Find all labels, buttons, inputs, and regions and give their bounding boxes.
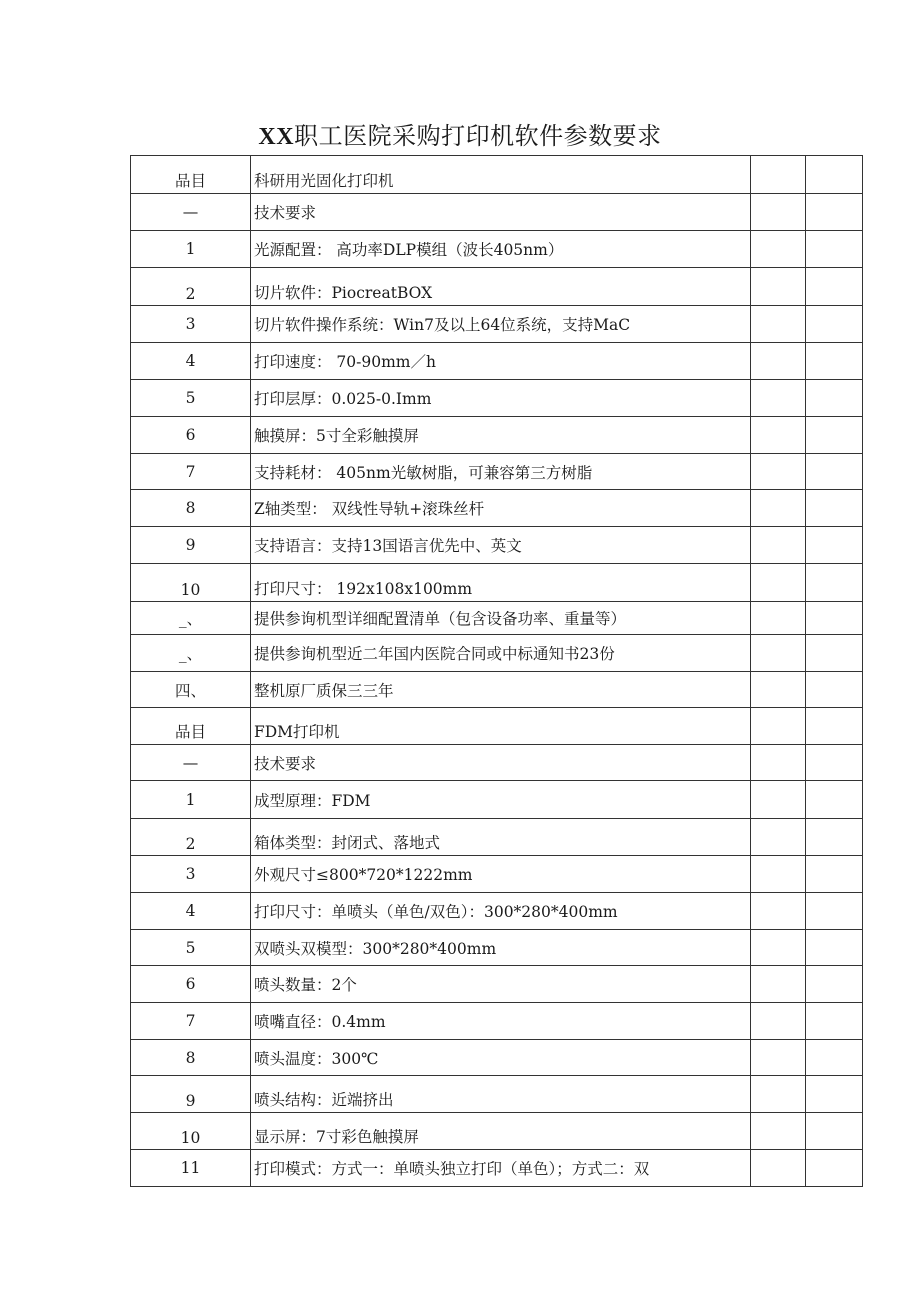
table-row xyxy=(131,564,863,602)
item-number: 5 xyxy=(131,930,251,966)
item-text: FDM打印机 xyxy=(251,708,751,745)
table-row xyxy=(131,856,863,893)
item-text: 技术要求 xyxy=(251,745,751,781)
item-text: 外观尺寸≤800*720*1222mm xyxy=(251,856,751,893)
item-text: 科研用光固化打印机 xyxy=(251,156,751,194)
item-number: 9 xyxy=(131,527,251,564)
table-row xyxy=(131,1040,863,1076)
item-number: 7 xyxy=(131,1003,251,1040)
empty-cell xyxy=(751,564,806,602)
empty-cell xyxy=(751,194,806,231)
empty-cell xyxy=(806,930,863,966)
empty-cell xyxy=(806,602,863,635)
title-rest: 职工医院采购打印机软件参数要求 xyxy=(294,122,662,150)
item-number: 1 xyxy=(131,231,251,268)
item-text: 打印尺寸： 192x108x100mm xyxy=(251,564,751,602)
empty-cell xyxy=(751,343,806,380)
item-number: — xyxy=(131,194,251,231)
empty-cell xyxy=(806,417,863,454)
item-number: 3 xyxy=(131,306,251,343)
empty-cell xyxy=(751,1040,806,1076)
title-prefix: XX xyxy=(258,124,295,150)
table-row xyxy=(131,745,863,781)
table-row xyxy=(131,672,863,708)
item-number: 6 xyxy=(131,417,251,454)
item-text: 支持语言：支持13国语言优先中、英文 xyxy=(251,527,751,564)
item-text: 箱体类型：封闭式、落地式 xyxy=(251,819,751,856)
empty-cell xyxy=(806,1076,863,1113)
item-text: 喷头数量：2个 xyxy=(251,966,751,1003)
empty-cell xyxy=(751,1150,806,1187)
table-row xyxy=(131,893,863,930)
empty-cell xyxy=(806,781,863,819)
item-text: 切片软件操作系统：Win7及以上64位系统，支持MaC xyxy=(251,306,751,343)
empty-cell xyxy=(806,966,863,1003)
empty-cell xyxy=(806,156,863,194)
table-row xyxy=(131,966,863,1003)
item-number: 四、 xyxy=(131,672,251,708)
empty-cell xyxy=(751,856,806,893)
item-number: — xyxy=(131,745,251,781)
table-row xyxy=(131,1003,863,1040)
table-row xyxy=(131,930,863,966)
empty-cell xyxy=(806,856,863,893)
table-row xyxy=(131,635,863,672)
table-row xyxy=(131,194,863,231)
table-row xyxy=(131,1076,863,1113)
empty-cell xyxy=(751,672,806,708)
item-text: 成型原理：FDM xyxy=(251,781,751,819)
empty-cell xyxy=(751,635,806,672)
table-row xyxy=(131,490,863,527)
item-text: 喷头结构：近端挤出 xyxy=(251,1076,751,1113)
empty-cell xyxy=(751,966,806,1003)
empty-cell xyxy=(751,1113,806,1150)
item-text: 打印尺寸：单喷头（单色/双色）：300*280*400mm xyxy=(251,893,751,930)
empty-cell xyxy=(806,343,863,380)
empty-cell xyxy=(806,454,863,490)
empty-cell xyxy=(751,380,806,417)
empty-cell xyxy=(751,454,806,490)
item-text: 支持耗材： 405nm光敏树脂，可兼容第三方树脂 xyxy=(251,454,751,490)
empty-cell xyxy=(806,231,863,268)
table-row xyxy=(131,708,863,745)
item-text: 技术要求 xyxy=(251,194,751,231)
empty-cell xyxy=(751,527,806,564)
empty-cell xyxy=(806,819,863,856)
empty-cell xyxy=(806,672,863,708)
empty-cell xyxy=(806,1003,863,1040)
item-text: 光源配置： 高功率DLP模组（波长405nm） xyxy=(251,231,751,268)
item-text: 提供参询机型详细配置清单（包含设备功率、重量等） xyxy=(251,602,751,635)
empty-cell xyxy=(751,745,806,781)
item-number: 7 xyxy=(131,454,251,490)
empty-cell xyxy=(806,306,863,343)
empty-cell xyxy=(751,602,806,635)
table-row xyxy=(131,781,863,819)
empty-cell xyxy=(806,490,863,527)
item-text: Z轴类型： 双线性导轨+滚珠丝杆 xyxy=(251,490,751,527)
empty-cell xyxy=(806,1113,863,1150)
item-number: 9 xyxy=(131,1076,251,1113)
empty-cell xyxy=(806,194,863,231)
item-number: 10 xyxy=(131,564,251,602)
item-text: 触摸屏：5寸全彩触摸屏 xyxy=(251,417,751,454)
table-row xyxy=(131,156,863,194)
item-text: 喷嘴直径：0.4mm xyxy=(251,1003,751,1040)
item-number: 8 xyxy=(131,1040,251,1076)
table-row xyxy=(131,1150,863,1187)
table-row xyxy=(131,343,863,380)
item-number: 品目 xyxy=(131,708,251,745)
empty-cell xyxy=(806,1040,863,1076)
item-number: 8 xyxy=(131,490,251,527)
item-number: 4 xyxy=(131,343,251,380)
empty-cell xyxy=(751,417,806,454)
item-text: 整机原厂质保三三年 xyxy=(251,672,751,708)
item-text: 打印模式：方式一：单喷头独立打印（单色）；方式二：双 xyxy=(251,1150,751,1187)
item-number: 3 xyxy=(131,856,251,893)
item-number: 2 xyxy=(131,268,251,306)
empty-cell xyxy=(806,708,863,745)
empty-cell xyxy=(806,635,863,672)
item-number: _、 xyxy=(131,602,251,635)
item-text: 切片软件：PiocreatBOX xyxy=(251,268,751,306)
item-number: 1 xyxy=(131,781,251,819)
item-number: 11 xyxy=(131,1150,251,1187)
page-title xyxy=(0,116,920,151)
empty-cell xyxy=(751,231,806,268)
item-number: 6 xyxy=(131,966,251,1003)
empty-cell xyxy=(751,1076,806,1113)
item-text: 打印速度： 70-90mm／h xyxy=(251,343,751,380)
empty-cell xyxy=(751,156,806,194)
table-row xyxy=(131,380,863,417)
item-text: 喷头温度：300℃ xyxy=(251,1040,751,1076)
table-row xyxy=(131,602,863,635)
empty-cell xyxy=(751,1003,806,1040)
spec-table xyxy=(130,155,863,1187)
table-row xyxy=(131,527,863,564)
empty-cell xyxy=(806,268,863,306)
empty-cell xyxy=(751,781,806,819)
item-text: 显示屏：7寸彩色触摸屏 xyxy=(251,1113,751,1150)
item-text: 打印层厚：0.025-0.Imm xyxy=(251,380,751,417)
empty-cell xyxy=(806,564,863,602)
empty-cell xyxy=(751,306,806,343)
empty-cell xyxy=(751,930,806,966)
empty-cell xyxy=(751,819,806,856)
empty-cell xyxy=(806,527,863,564)
table-row xyxy=(131,306,863,343)
item-number: 2 xyxy=(131,819,251,856)
empty-cell xyxy=(806,380,863,417)
table-row xyxy=(131,268,863,306)
item-text: 提供参询机型近二年国内医院合同或中标通知书23份 xyxy=(251,635,751,672)
empty-cell xyxy=(806,1150,863,1187)
item-number: _、 xyxy=(131,635,251,672)
item-number: 品目 xyxy=(131,156,251,194)
table-row xyxy=(131,1113,863,1150)
table-row xyxy=(131,819,863,856)
empty-cell xyxy=(806,893,863,930)
item-number: 5 xyxy=(131,380,251,417)
empty-cell xyxy=(751,268,806,306)
table-row xyxy=(131,417,863,454)
empty-cell xyxy=(751,490,806,527)
item-number: 10 xyxy=(131,1113,251,1150)
item-text: 双喷头双模型：300*280*400mm xyxy=(251,930,751,966)
empty-cell xyxy=(751,893,806,930)
table-row xyxy=(131,231,863,268)
empty-cell xyxy=(806,745,863,781)
empty-cell xyxy=(751,708,806,745)
table-row xyxy=(131,454,863,490)
item-number: 4 xyxy=(131,893,251,930)
